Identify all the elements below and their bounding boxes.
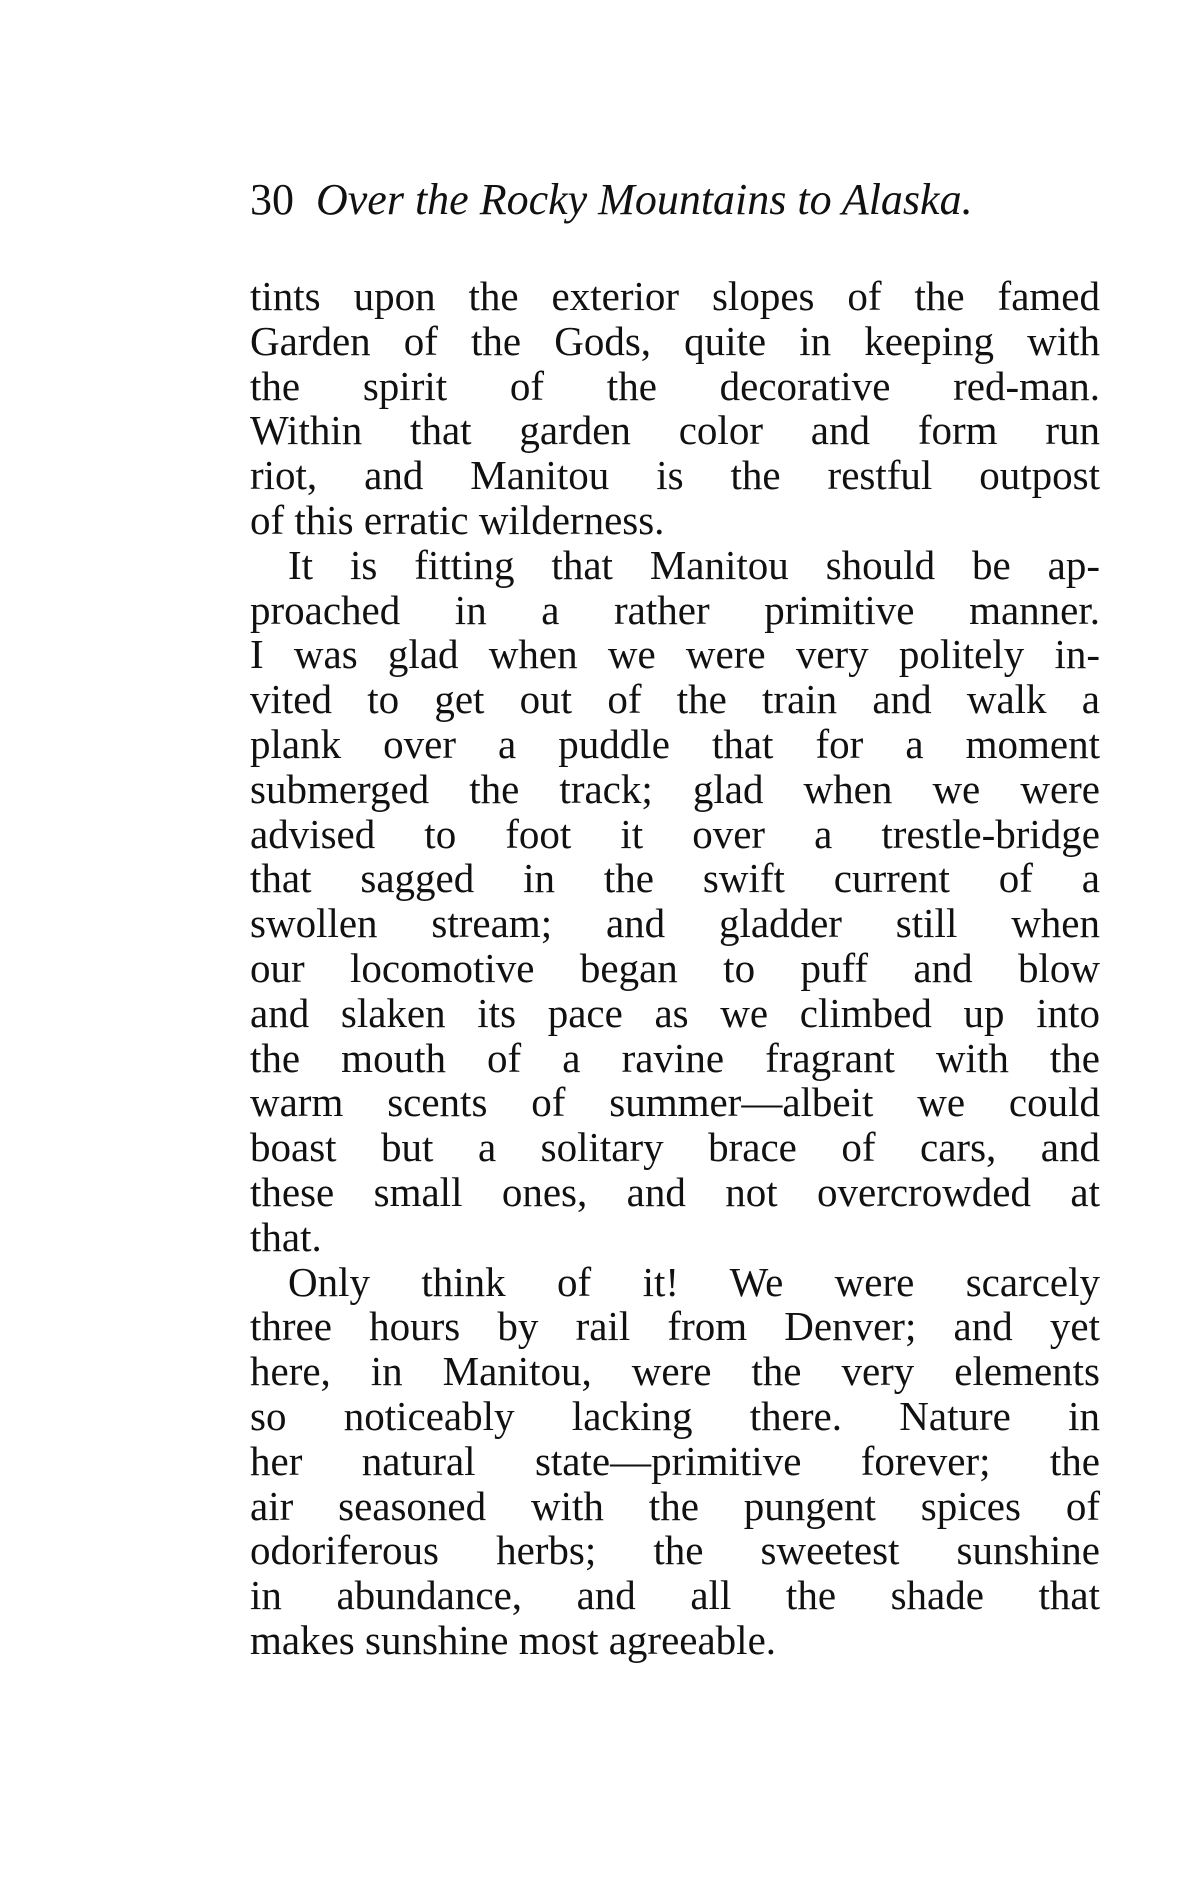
- text-line: three hours by rail from Denver; and yet: [250, 1303, 1100, 1350]
- text-line: and slaken its pace as we climbed up into: [250, 989, 1100, 1036]
- text-line: air seasoned with the pungent spices of: [250, 1482, 1100, 1529]
- paragraph-2: [250, 543, 1100, 1260]
- text-line: that.: [250, 1213, 322, 1260]
- paragraph-1: [250, 274, 1100, 543]
- text-line: the mouth of a ravine fragrant with the: [250, 1034, 1100, 1081]
- text-line: plank over a puddle that for a moment: [250, 720, 1100, 767]
- text-line: proached in a rather primitive manner.: [250, 586, 1100, 633]
- text-line: here, in Manitou, were the very elements: [250, 1348, 1100, 1395]
- text-line: advised to foot it over a trestle-bridge: [250, 810, 1100, 857]
- text-line: Garden of the Gods, quite in keeping with: [250, 317, 1100, 364]
- text-line: of this erratic wilderness.: [250, 496, 665, 543]
- text-line: makes sunshine most agreeable.: [250, 1616, 777, 1663]
- text-line: in abundance, and all the shade that: [250, 1572, 1100, 1619]
- text-line: her natural state—primitive forever; the: [250, 1437, 1100, 1484]
- text-line: submerged the track; glad when we were: [250, 765, 1100, 812]
- text-line: I was glad when we were very politely in-: [250, 631, 1100, 678]
- running-head: [250, 170, 1100, 230]
- text-line: so noticeably lacking there. Nature in: [250, 1392, 1100, 1439]
- text-line: these small ones, and not overcrowded at: [250, 1168, 1100, 1215]
- text-line: vited to get out of the train and walk a: [250, 676, 1100, 723]
- text-line: warm scents of summer—albeit we could: [250, 1079, 1100, 1126]
- text-line: tints upon the exterior slopes of the famed: [250, 273, 1100, 319]
- text-line: the spirit of the decorative red-man.: [250, 362, 1100, 409]
- text-line: swollen stream; and gladder still when: [250, 900, 1100, 947]
- text-line: Within that garden color and form run: [250, 407, 1100, 454]
- paragraph-3: [250, 1260, 1100, 1663]
- text-line: It is fitting that Manitou should be ap-: [288, 541, 1100, 588]
- text-line: boast but a solitary brace of cars, and: [250, 1124, 1100, 1171]
- text-line: riot, and Manitou is the restful outpost: [250, 452, 1100, 499]
- text-line: our locomotive began to puff and blow: [250, 944, 1100, 991]
- text-line: that sagged in the swift current of a: [250, 855, 1100, 902]
- book-page: [250, 170, 1100, 1870]
- page-number: 30: [250, 175, 294, 224]
- book-title: Over the Rocky Mountains to Alaska.: [316, 175, 973, 224]
- body-text: [250, 274, 1100, 1663]
- text-line: odoriferous herbs; the sweetest sunshine: [250, 1527, 1100, 1574]
- text-line: Only think of it! We were scarcely: [288, 1258, 1100, 1305]
